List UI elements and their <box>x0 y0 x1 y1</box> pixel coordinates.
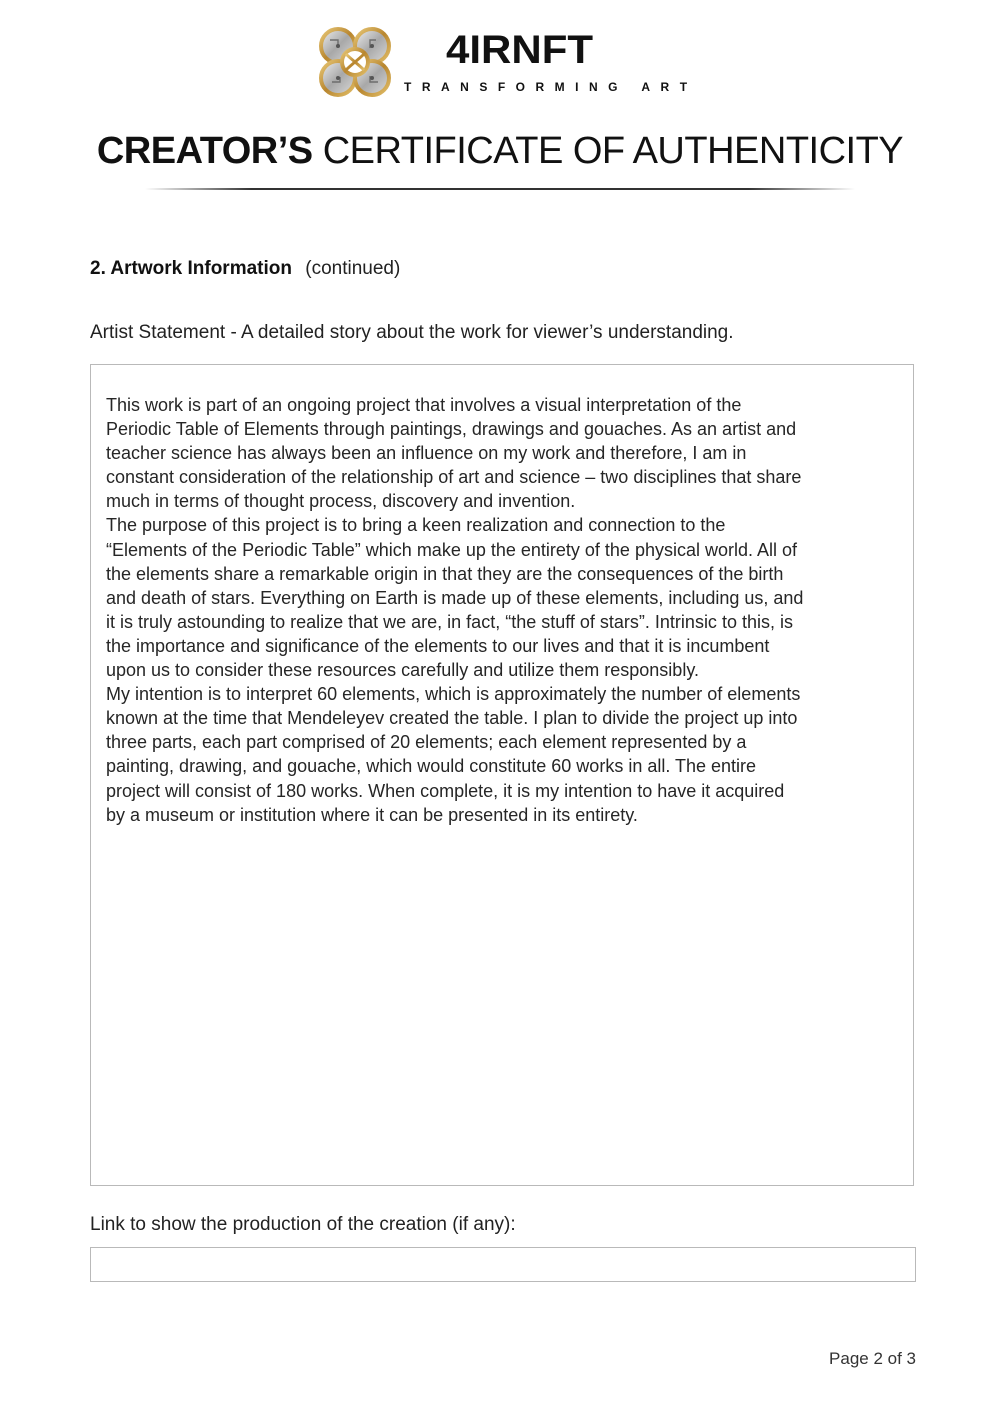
artist-statement-paragraph: This work is part of an ongoing project that involves a visual interpretation of the Periodic Table of Elements through paintings, drawings and gouaches. As an artist and teacher science has always been an influence on my work and therefore, I am in constant consideration of the relationship of art and science – two disciplines that share much in terms of thought process, discovery and invention. <box>106 395 802 512</box>
artist-statement-paragraph: My intention is to interpret 60 elements, which is approximately the number of elements known at the time that Mendeleyev created the table. I plan to divide the project up into three parts, each part comprised of 20 elements; each element represented by a painting, drawing, and gouache, which would constitute 60 works in all. The entire project will consist of 180 works. When complete, it is my intention to have it acquired by a museum or institution where it can be presented in its entirety. <box>106 684 801 825</box>
section-heading <box>90 258 400 280</box>
production-link-label: Link to show the production of the creation (if any): <box>90 1214 516 1235</box>
brand-logo <box>316 22 696 104</box>
certificate-title-light: CERTIFICATE OF AUTHENTICITY <box>322 130 904 172</box>
artist-statement-paragraph: The purpose of this project is to bring a keen realization and connection to the “Elements of the Periodic Table” which make up the entirety of the physical world. All of the elements share a remarkable origin in that they are the consequences of the birth and death of stars. Everything on Earth is made up of these elements, including us, and it is truly astounding to realize that we are, in fact, “the stuff of stars”. Intrinsic to this, is the importance and significance of the elements to our lives and that it is incumbent upon us to consider these resources carefully and utilize them responsibly. <box>106 515 804 681</box>
page-number: Page 2 of 3 <box>829 1349 916 1368</box>
section-continued-note: (continued) <box>305 258 401 279</box>
artist-statement-field[interactable] <box>90 364 914 1186</box>
certificate-title-bold: CREATOR’S <box>96 130 313 172</box>
production-link-field[interactable] <box>90 1247 916 1282</box>
brand-name: 4IRNFT <box>446 28 593 72</box>
title-divider <box>145 188 855 190</box>
artist-statement-label: Artist Statement - A detailed story about the work for viewer’s understanding. <box>90 322 734 343</box>
gold-infinity-logo-icon <box>316 22 394 102</box>
section-title: 2. Artwork Information <box>90 258 292 279</box>
certificate-title <box>0 130 1000 173</box>
brand-tagline: TRANSFORMING ART <box>404 80 698 94</box>
